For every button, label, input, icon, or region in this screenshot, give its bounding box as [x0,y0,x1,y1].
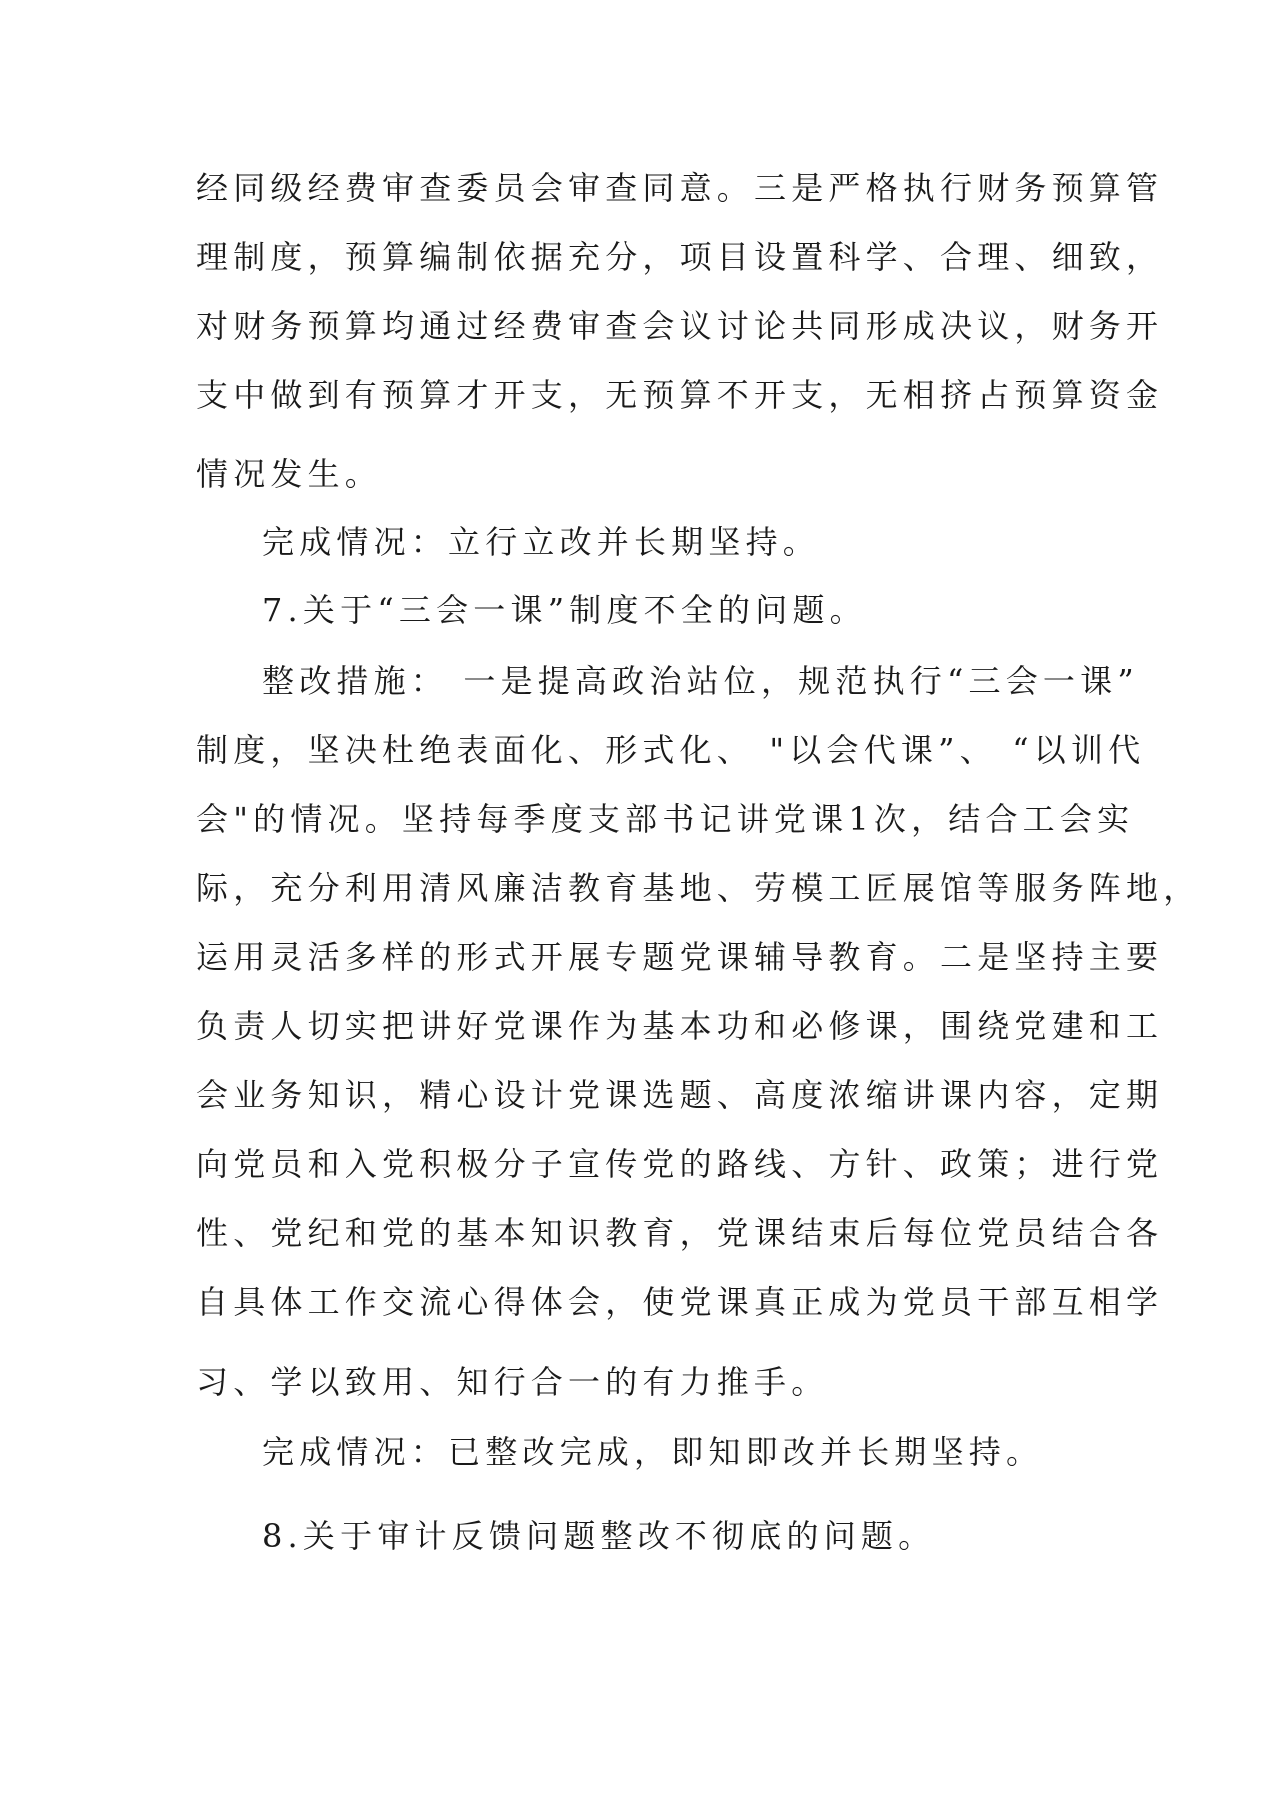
paragraph-line: 对财务预算均通过经费审查会议讨论共同形成决议，财务开 [196,307,1164,345]
completion-status-line: 完成情况：立行立改并长期坚持。 [262,523,821,561]
completion-status-line: 完成情况：已整改完成，即知即改并长期坚持。 [262,1433,1044,1471]
paragraph-line: 制度，坚决杜绝表面化、形式化、 "以会代课”、 “以训代 [196,731,1146,769]
paragraph-line: 性、党纪和党的基本知识教育，党课结束后每位党员结合各 [196,1214,1164,1252]
paragraph-line: 情况发生。 [196,455,383,493]
paragraph-line: 理制度，预算编制依据充分，项目设置科学、合理、细致， [196,238,1164,276]
rectification-measures-line: 整改措施： 一是提高政治站位，规范执行“三会一课” [262,662,1139,700]
paragraph-line: 负责人切实把讲好党课作为基本功和必修课，围绕党建和工 [196,1007,1164,1045]
section-heading-7: 7.关于“三会一课”制度不全的问题。 [262,591,867,629]
paragraph-line: 会业务知识，精心设计党课选题、高度浓缩讲课内容，定期 [196,1076,1164,1114]
paragraph-line: 经同级经费审查委员会审查同意。三是严格执行财务预算管 [196,169,1164,207]
paragraph-line: 会"的情况。坚持每季度支部书记讲党课1次，结合工会实 [196,800,1135,838]
paragraph-line: 支中做到有预算才开支，无预算不开支，无相挤占预算资金 [196,376,1164,414]
paragraph-line: 际，充分利用清风廉洁教育基地、劳模工匠展馆等服务阵地， [196,869,1201,907]
paragraph-line: 自具体工作交流心得体会，使党课真正成为党员干部互相学 [196,1283,1164,1321]
paragraph-line: 运用灵活多样的形式开展专题党课辅导教育。二是坚持主要 [196,938,1164,976]
paragraph-line: 习、学以致用、知行合一的有力推手。 [196,1363,829,1401]
paragraph-line: 向党员和入党积极分子宣传党的路线、方针、政策；进行党 [196,1145,1164,1183]
section-heading-8: 8.关于审计反馈问题整改不彻底的问题。 [262,1517,936,1555]
